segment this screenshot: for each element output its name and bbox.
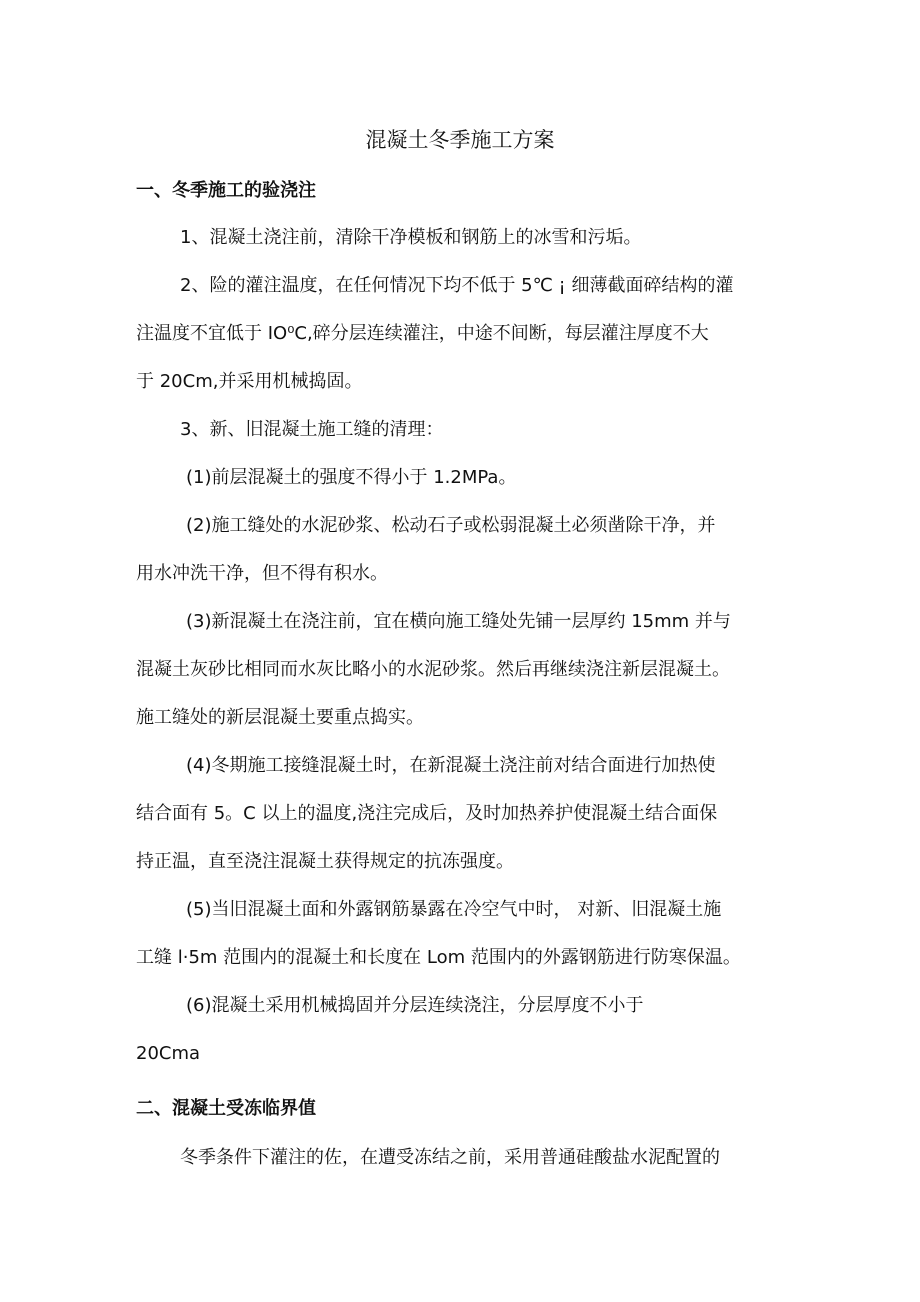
paragraph-line: 工缝 l·5m 范围内的混凝土和长度在 Lom 范围内的外露钢筋进行防寒保温。: [136, 947, 741, 968]
list-item-1: [136, 454, 796, 502]
list-item-5: [136, 886, 796, 982]
list-item-4: [136, 742, 796, 886]
paragraph-section2: [136, 1134, 796, 1182]
paragraph-line: 1、混凝土浇注前，清除干净模板和钢筋上的冰雪和污垢。: [180, 227, 642, 248]
paragraph-line: 注温度不宜低于 IO⁰C,碎分层连续灌注，中途不间断，每层灌注厚度不大: [136, 323, 709, 344]
paragraph-line: (5)当旧混凝土面和外露钢筋暴露在冷空气中时， 对新、旧混凝土施: [186, 899, 722, 920]
paragraph-line: 结合面有 5。C 以上的温度,浇注完成后，及时加热养护使混凝土结合面保: [136, 803, 718, 824]
paragraph-line: 于 20Cm,并采用机械捣固。: [136, 371, 363, 392]
list-item-3: [136, 598, 796, 742]
paragraph-1: [136, 214, 796, 262]
paragraph-line: (2)施工缝处的水泥砂浆、松动石子或松弱混凝土必须凿除干净，并: [186, 515, 716, 536]
paragraph-3: [136, 406, 796, 454]
list-item-6: [136, 982, 796, 1078]
paragraph-line: 3、新、旧混凝土施工缝的清理：: [180, 419, 444, 440]
paragraph-line: 冬季条件下灌注的佐，在遭受冻结之前，采用普通硅酸盐水泥配置的: [180, 1147, 720, 1168]
section-heading-1: 一、冬季施工的验浇注: [136, 180, 316, 201]
section-heading-2: 二、混凝土受冻临界值: [136, 1098, 316, 1119]
paragraph-line: 混凝土灰砂比相同而水灰比略小的水泥砂浆。然后再继续浇注新层混凝土。: [136, 659, 730, 680]
paragraph-line: 20Cma: [136, 1043, 201, 1064]
paragraph-line: (3)新混凝土在浇注前，宜在横向施工缝处先铺一层厚约 15mm 并与: [186, 611, 731, 632]
paragraph-line: 持正温，直至浇注混凝土获得规定的抗冻强度。: [136, 851, 514, 872]
paragraph-line: (4)冬期施工接缝混凝土时，在新混凝土浇注前对结合面进行加热使: [186, 755, 716, 776]
paragraph-line: 2、险的灌注温度，在任何情况下均不低于 5℃ ¡ 细薄截面碎结构的灌: [180, 275, 734, 296]
paragraph-line: 用水冲洗干净，但不得有积水。: [136, 563, 388, 584]
paragraph-line: (6)混凝土采用机械捣固并分层连续浇注，分层厚度不小于: [186, 995, 644, 1016]
list-item-2: [136, 502, 796, 598]
paragraph-2: [136, 262, 796, 406]
paragraph-line: (1)前层混凝土的强度不得小于 1.2MPa。: [186, 467, 517, 488]
document-title: 混凝土冬季施工方案: [365, 128, 555, 152]
paragraph-line: 施工缝处的新层混凝土要重点捣实。: [136, 707, 424, 728]
